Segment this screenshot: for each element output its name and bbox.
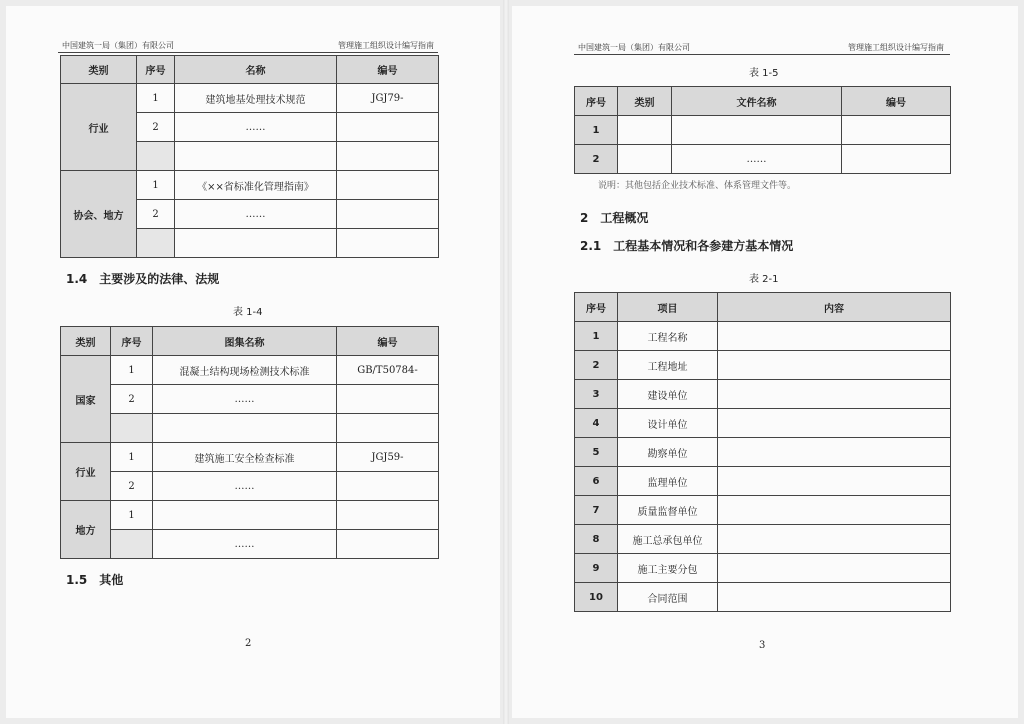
col-header-code: 编号: [842, 87, 951, 116]
code-cell: [842, 145, 951, 174]
table-2-1: [574, 292, 951, 612]
code-cell: [337, 530, 439, 559]
col-header-seq: 序号: [575, 87, 618, 116]
item-cell: 监理单位: [618, 467, 718, 496]
seq-cell: 1: [137, 84, 175, 113]
table-row: [575, 351, 951, 380]
item-cell: 施工总承包单位: [618, 525, 718, 554]
table-row: [575, 467, 951, 496]
code-cell: [337, 472, 439, 501]
content-cell: [718, 496, 951, 525]
seq-cell: 2: [575, 145, 618, 174]
content-cell: [718, 409, 951, 438]
content-cell: [718, 525, 951, 554]
section-heading-1-4: 1.4 主要涉及的法律、法规: [66, 272, 220, 286]
table-row: [61, 443, 439, 472]
seq-cell: 10: [575, 583, 618, 612]
code-cell: [337, 414, 439, 443]
item-cell: 建设单位: [618, 380, 718, 409]
table-row: [61, 472, 439, 501]
name-cell: 《××省标准化管理指南》: [175, 171, 337, 200]
table-row: [575, 554, 951, 583]
table-row: [575, 409, 951, 438]
seq-cell: 1: [111, 356, 153, 385]
content-cell: [718, 467, 951, 496]
table-row: [575, 496, 951, 525]
name-cell: 混凝土结构现场检测技术标准: [153, 356, 337, 385]
table-regulations: [60, 55, 439, 258]
category-cell: [618, 145, 672, 174]
item-cell: 设计单位: [618, 409, 718, 438]
code-cell: [337, 385, 439, 414]
table-caption-1-5: 表 1-5: [749, 68, 779, 79]
name-cell: ……: [175, 113, 337, 142]
col-header-content: 内容: [718, 293, 951, 322]
col-header-category: 类别: [618, 87, 672, 116]
col-header-seq: 序号: [137, 56, 175, 84]
code-cell: [337, 200, 439, 229]
seq-cell: 8: [575, 525, 618, 554]
code-cell: [842, 116, 951, 145]
left-header-guide: 管理施工组织设计编写指南: [338, 41, 434, 50]
col-header-code: 编号: [337, 56, 439, 84]
content-cell: [718, 322, 951, 351]
col-header-name: 名称: [175, 56, 337, 84]
left-header-company: 中国建筑一局（集团）有限公司: [62, 41, 174, 50]
code-cell: [337, 171, 439, 200]
col-header-seq: 序号: [111, 327, 153, 356]
seq-cell: [111, 414, 153, 443]
content-cell: [718, 380, 951, 409]
seq-cell: 7: [575, 496, 618, 525]
section-heading-1-5: 1.5 其他: [66, 573, 124, 587]
col-header-atlas-name: 图集名称: [153, 327, 337, 356]
seq-cell: 1: [575, 116, 618, 145]
category-cell: 国家: [61, 356, 111, 443]
table-row: [61, 501, 439, 530]
table-caption-2-1: 表 2-1: [749, 274, 779, 285]
name-cell: ……: [153, 385, 337, 414]
table-row: [575, 145, 951, 174]
seq-cell: [137, 142, 175, 171]
code-cell: GB/T50784-: [337, 356, 439, 385]
seq-cell: 1: [137, 171, 175, 200]
seq-cell: 5: [575, 438, 618, 467]
item-cell: 质量监督单位: [618, 496, 718, 525]
name-cell: 建筑施工安全检查标准: [153, 443, 337, 472]
page-number-left: 2: [245, 638, 252, 649]
seq-cell: 1: [575, 322, 618, 351]
table-row: [575, 380, 951, 409]
item-cell: 工程名称: [618, 322, 718, 351]
table-note: 说明：其他包括企业技术标准、体系管理文件等。: [598, 181, 797, 191]
table-row: [61, 84, 439, 113]
code-cell: [337, 142, 439, 171]
code-cell: [337, 501, 439, 530]
table-row: [61, 171, 439, 200]
content-cell: [718, 351, 951, 380]
name-cell: ……: [153, 530, 337, 559]
seq-cell: 1: [111, 501, 153, 530]
item-cell: 施工主要分包: [618, 554, 718, 583]
category-cell: 行业: [61, 84, 137, 171]
seq-cell: 2: [575, 351, 618, 380]
table-row: [575, 583, 951, 612]
seq-cell: [111, 530, 153, 559]
col-header-code: 编号: [337, 327, 439, 356]
seq-cell: 6: [575, 467, 618, 496]
code-cell: JGJ79-: [337, 84, 439, 113]
table-caption-1-4: 表 1-4: [233, 307, 263, 318]
item-cell: 合同范围: [618, 583, 718, 612]
category-cell: 行业: [61, 443, 111, 501]
left-header-rule: [58, 52, 438, 53]
code-cell: [337, 229, 439, 258]
page-number-right: 3: [759, 640, 766, 651]
seq-cell: 4: [575, 409, 618, 438]
table-row: [575, 438, 951, 467]
table-row: [61, 414, 439, 443]
name-cell: ……: [153, 472, 337, 501]
book-spine: [503, 0, 509, 724]
right-header-company: 中国建筑一局（集团）有限公司: [578, 43, 690, 52]
table-row: [61, 385, 439, 414]
table-row: [575, 525, 951, 554]
content-cell: [718, 438, 951, 467]
table-row: [575, 322, 951, 351]
col-header-item: 项目: [618, 293, 718, 322]
seq-cell: 2: [137, 113, 175, 142]
name-cell: [153, 414, 337, 443]
code-cell: [337, 113, 439, 142]
section-heading-2-1: 2.1 工程基本情况和各参建方基本情况: [580, 239, 794, 253]
category-cell: 协会、地方: [61, 171, 137, 258]
seq-cell: [137, 229, 175, 258]
col-header-category: 类别: [61, 327, 111, 356]
content-cell: [718, 554, 951, 583]
seq-cell: 9: [575, 554, 618, 583]
table-row: [61, 356, 439, 385]
col-header-file-name: 文件名称: [672, 87, 842, 116]
section-heading-2: 2 工程概况: [580, 211, 649, 225]
seq-cell: 2: [137, 200, 175, 229]
name-cell: [175, 142, 337, 171]
item-cell: 勘察单位: [618, 438, 718, 467]
col-header-category: 类别: [61, 56, 137, 84]
name-cell: ……: [175, 200, 337, 229]
name-cell: [175, 229, 337, 258]
name-cell: [672, 116, 842, 145]
category-cell: 地方: [61, 501, 111, 559]
name-cell: [153, 501, 337, 530]
table-row: [575, 116, 951, 145]
item-cell: 工程地址: [618, 351, 718, 380]
seq-cell: 2: [111, 472, 153, 501]
table-1-4: [60, 326, 439, 559]
category-cell: [618, 116, 672, 145]
right-header-guide: 管理施工组织设计编写指南: [848, 43, 944, 52]
seq-cell: 3: [575, 380, 618, 409]
table-row: [61, 530, 439, 559]
seq-cell: 1: [111, 443, 153, 472]
table-1-5: [574, 86, 951, 174]
seq-cell: 2: [111, 385, 153, 414]
content-cell: [718, 583, 951, 612]
code-cell: JGJ59-: [337, 443, 439, 472]
name-cell: ……: [672, 145, 842, 174]
col-header-seq: 序号: [575, 293, 618, 322]
name-cell: 建筑地基处理技术规范: [175, 84, 337, 113]
right-header-rule: [574, 54, 950, 55]
